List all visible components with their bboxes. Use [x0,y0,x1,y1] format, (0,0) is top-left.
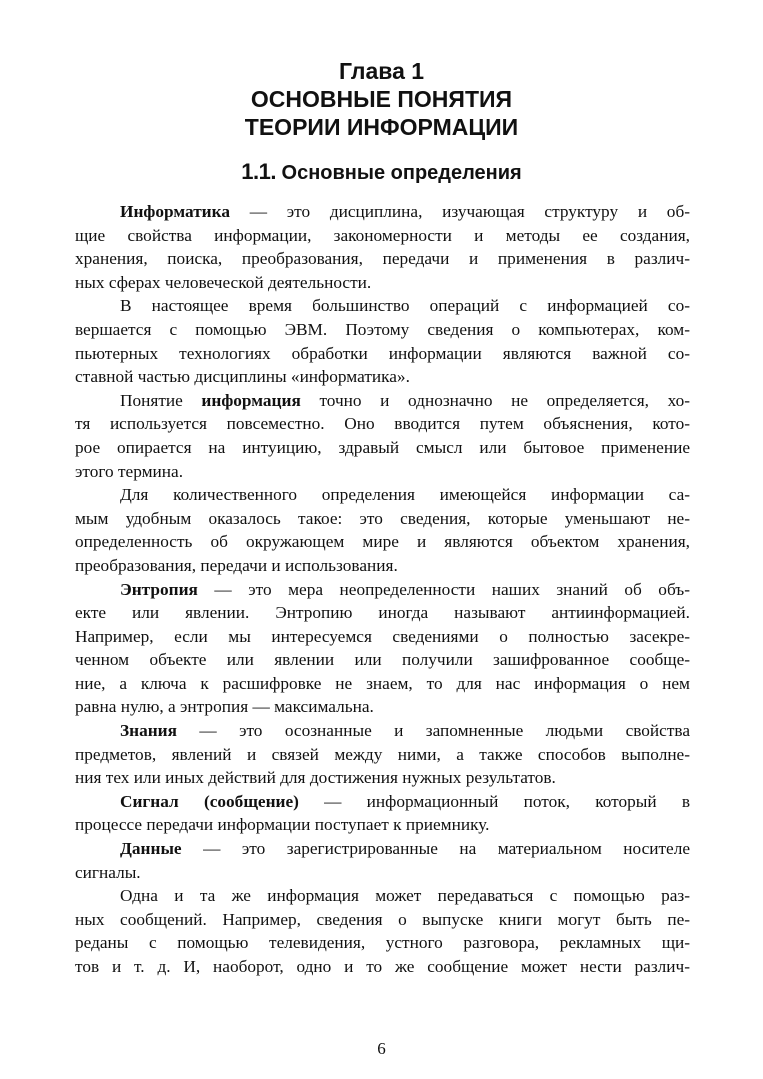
body-text [75,200,690,979]
text-line-content: хранения, поиска, преобразования, передачи и применения в различ- [75,249,690,269]
text-line [75,224,690,248]
text-line-content: процессе передачи информации поступает к приемнику. [75,815,490,835]
text-line [75,483,690,507]
text-line [75,719,690,743]
chapter-heading [0,57,763,141]
section-number: 1.1. [241,159,276,184]
text-line-content: предметов, явлений и связей между ними, а также способов выполне- [75,744,690,764]
text-line [75,837,690,861]
text-line-content: равна нулю, а энтропия — максимальна. [75,697,374,717]
text-line [75,884,690,908]
text-line [75,743,690,767]
text-line [75,578,690,602]
text-line-content: ставной частью дисциплины «информатика». [75,367,410,387]
text-line-content: — это осознанные и запомненные людьми свойства [176,721,690,741]
term-bold: Информатика [120,202,230,221]
text-line-content: екте или явлении. Энтропию иногда называют антиинформацией. [75,603,690,623]
text-line [75,790,690,814]
text-line-content: ние, а ключа к расшифровке не знаем, то для нас информация о нем [75,673,690,693]
text-line [75,554,690,578]
text-line [75,365,690,389]
text-line [75,389,690,413]
text-line-content: тов и т. д. И, наоборот, одно и то же сообщение может нести различ- [75,957,690,976]
text-line-content: Например, если мы интересуемся сведениями о полностью засекре- [75,626,690,646]
text-line-content: реданы с помощью телевидения, устного разговора, рекламных щи- [75,933,690,953]
text-line [75,342,690,366]
text-line [75,436,690,460]
chapter-title-line-1: ОСНОВНЫЕ ПОНЯТИЯ [250,86,513,112]
text-line-content: щие свойства информации, закономерности и методы ее создания, [75,225,690,245]
text-line-content: мым удобным оказалось такое: это сведения, которые уменьшают не- [75,508,690,528]
text-line [75,318,690,342]
text-line [75,412,690,436]
text-line-content: пьютерных технологиях обработки информации являются важной со- [75,343,690,363]
text-line-content: точно и однозначно не определяется, хо- [300,390,690,410]
section-heading [0,159,763,186]
text-line [75,507,690,531]
text-line-prefix: Понятие [120,390,202,410]
text-line-content: — информационный поток, который в [298,791,690,811]
text-line [75,955,690,979]
text-line-content: вершается с помощью ЭВМ. Поэтому сведения о компьютерах, ком- [75,319,690,339]
text-line-content: ных сообщений. Например, сведения о выпуске книги могут быть пе- [75,909,690,929]
text-line [75,695,690,719]
text-line [75,460,690,484]
text-line [75,648,690,672]
text-line [75,908,690,932]
text-line [75,200,690,224]
page-number: 6 [377,1039,386,1058]
text-line [75,931,690,955]
text-line [75,530,690,554]
term-bold: информация [201,390,301,410]
term-bold: Знания [120,721,177,741]
text-line-content: В настоящее время большинство операций с информацией со- [120,296,690,316]
text-line-content: ных сферах человеческой деятельности. [75,272,372,292]
text-line-content: рое опирается на интуицию, здравый смысл или бытовое применение [75,437,690,457]
text-line-content: ния тех или иных действий для достижения нужных результатов. [75,768,556,788]
text-line [75,813,690,837]
text-line [75,672,690,696]
term-bold: Энтропия [120,579,198,599]
term-bold: Сигнал (сообщение) [120,791,299,811]
text-line-content: ченном объекте или явлении или получили зашифрованное сообще- [75,650,690,670]
text-line-content: определенность об окружающем мире и являются объектом хранения, [75,532,690,552]
text-line-content: Одна и та же информация может передаваться с помощью раз- [120,886,690,906]
text-line [75,601,690,625]
text-line [75,766,690,790]
text-line-content: — это мера неопределенности наших знаний об объ- [197,579,690,599]
text-line [75,625,690,649]
section-title: Основные определения [281,162,522,184]
text-line [75,247,690,271]
text-line-content: преобразования, передачи и использования. [75,555,398,575]
text-line [75,294,690,318]
term-bold: Данные [120,839,182,859]
text-line-content: сигналы. [75,862,141,882]
text-line [75,271,690,295]
text-line [75,861,690,885]
text-line-content: — это дисциплина, изучающая структуру и об- [229,202,690,221]
text-line-content: этого термина. [75,461,184,481]
text-line-content: — это зарегистрированные на материальном носителе [181,839,690,859]
text-line-content: Для количественного определения имеющейся информации са- [120,485,690,505]
chapter-label: Глава 1 [338,58,425,84]
text-line-content: тя используется повсеместно. Оно вводится путем объяснения, кото- [75,414,690,434]
chapter-title-line-2: ТЕОРИИ ИНФОРМАЦИИ [244,114,519,140]
